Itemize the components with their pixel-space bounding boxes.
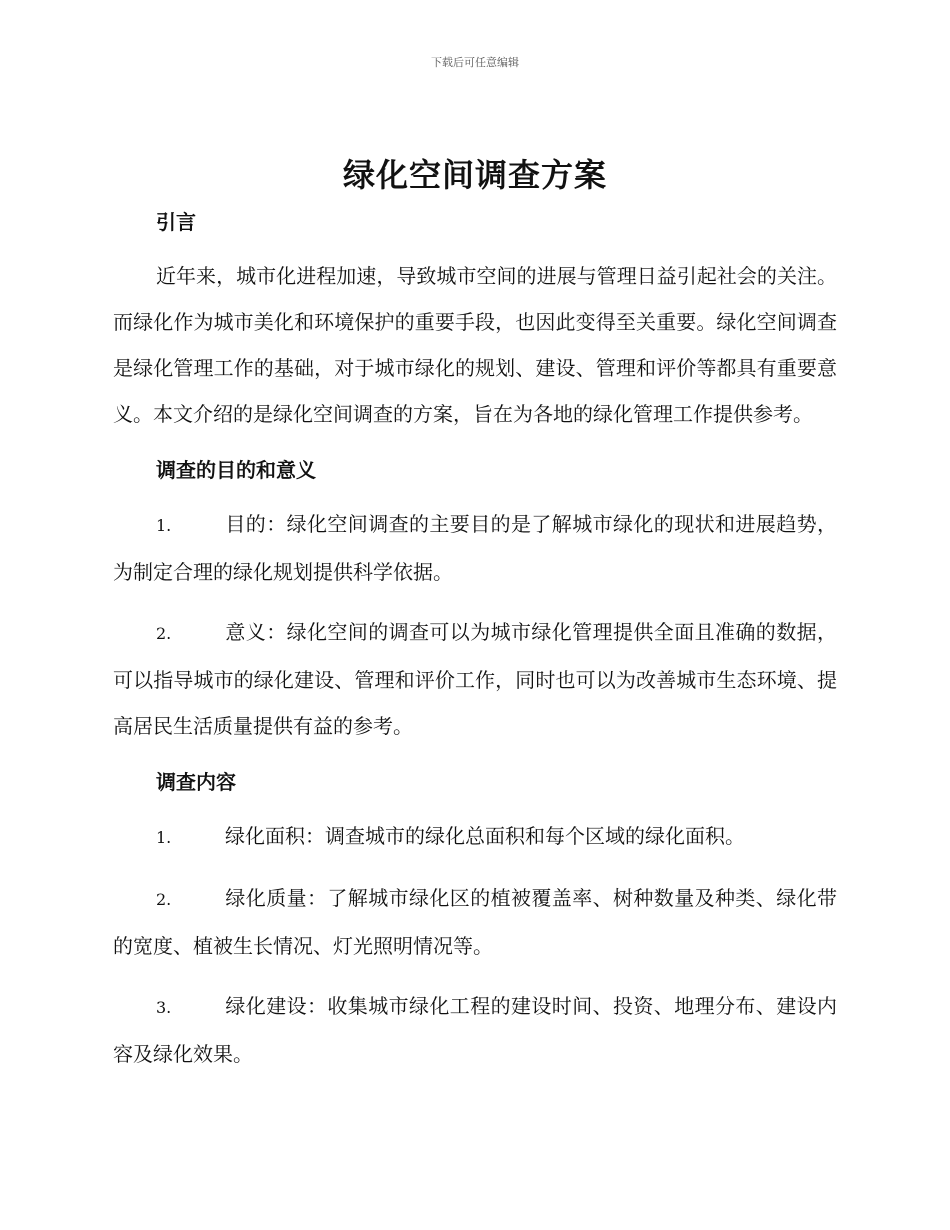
list-item-number: 1. bbox=[156, 516, 172, 535]
section-heading-content: 调查内容 bbox=[156, 770, 236, 794]
intro-paragraph: 近年来，城市化进程加速，导致城市空间的进展与管理日益引起社会的关注。而绿化作为城市美化和环境保护的重要手段，也因此变得至关重要。绿化空间调查是绿化管理工作的基础，对于城市绿化的规划、建设、管理和评价等都具有重要意义。本文介绍的是绿化空间调查的方案，旨在为各地的绿化管理工作提供参考。 bbox=[113, 264, 837, 426]
list-item-text: 绿化面积：调查城市的绿化总面积和每个区域的绿化面积。 bbox=[225, 824, 745, 848]
list-item bbox=[113, 813, 837, 861]
list-item-number: 2. bbox=[156, 624, 172, 643]
list-item-number: 1. bbox=[156, 828, 172, 847]
list-item-text: 意义：绿化空间的调查可以为城市绿化管理提供全面且准确的数据，可以指导城市的绿化建设、管理和评价工作，同时也可以为改善城市生态环境、提高居民生活质量提供有益的参考。 bbox=[113, 620, 837, 738]
section-heading-purpose: 调查的目的和意义 bbox=[156, 458, 316, 482]
list-item bbox=[113, 983, 837, 1077]
list-item-number: 2. bbox=[156, 890, 172, 909]
list-item-text: 绿化建设：收集城市绿化工程的建设时间、投资、地理分布、建设内容及绿化效果。 bbox=[113, 994, 837, 1066]
list-item bbox=[113, 501, 837, 595]
list-item-text: 绿化质量：了解城市绿化区的植被覆盖率、树种数量及种类、绿化带的宽度、植被生长情况、灯光照明情况等。 bbox=[113, 886, 837, 958]
header-note: 下载后可任意编辑 bbox=[431, 56, 519, 69]
list-item bbox=[113, 609, 837, 749]
list-item-number: 3. bbox=[156, 998, 172, 1017]
section-heading-intro: 引言 bbox=[156, 210, 196, 234]
document-body bbox=[113, 203, 837, 1077]
list-item-text: 目的：绿化空间调查的主要目的是了解城市绿化的现状和进展趋势，为制定合理的绿化规划提供科学依据。 bbox=[113, 512, 837, 584]
document-title: 绿化空间调查方案 bbox=[342, 156, 607, 194]
list-item bbox=[113, 875, 837, 969]
